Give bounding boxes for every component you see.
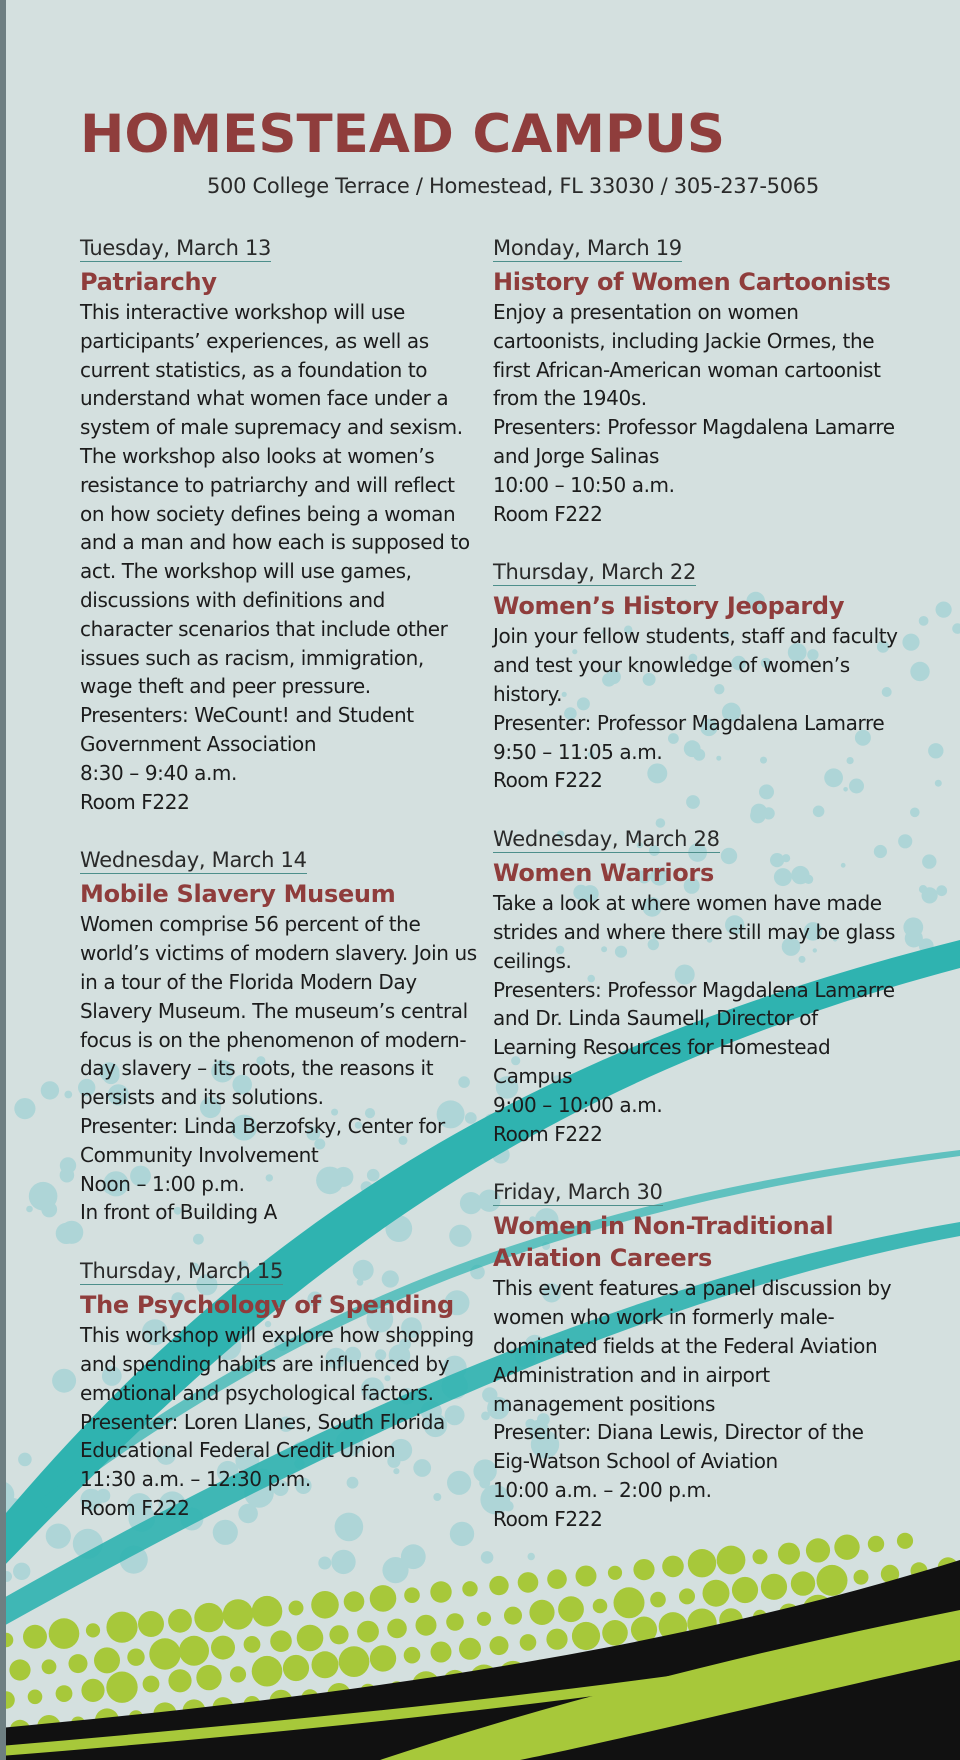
event-presenters: Presenter: Linda Berzofsky, Center for Community Involvement [80, 1113, 445, 1167]
halftone-dot [528, 1553, 535, 1560]
lime-dot [329, 1625, 348, 1644]
lime-dot [42, 1659, 57, 1674]
lime-dot [761, 1574, 787, 1600]
halftone-dot [41, 1081, 59, 1099]
halftone-dot [382, 1557, 408, 1583]
event-description: Take a look at where women have made strides and where there still may be glass ceilings. [493, 891, 895, 973]
lime-dot [518, 1572, 539, 1593]
lime-dot [416, 1615, 437, 1636]
lime-dot [791, 1571, 815, 1595]
event-time: 11:30 a.m. – 12:30 p.m. [80, 1467, 311, 1492]
halftone-dot [903, 917, 923, 937]
event-room: Room F222 [80, 1495, 190, 1520]
lime-dot [28, 1690, 43, 1705]
lime-dot [106, 1672, 137, 1703]
event-description: Join your fellow students, staff and faculty and test your knowledge of women’s history. [493, 624, 898, 706]
halftone-dot [481, 1551, 494, 1564]
lime-dot [546, 1629, 567, 1650]
lime-dot [602, 1620, 628, 1646]
event-women-warriors [493, 827, 898, 1148]
lime-dot [196, 1665, 221, 1690]
lime-dot [633, 1559, 654, 1580]
lime-dot [650, 1592, 666, 1608]
lime-dot [252, 1656, 283, 1687]
lime-dot [404, 1587, 420, 1603]
lime-dot [732, 1577, 758, 1603]
halftone-dot [18, 1453, 32, 1467]
lime-dot [357, 1621, 379, 1643]
lime-dot [504, 1607, 522, 1625]
event-room: In front of Building A [80, 1200, 277, 1225]
lime-dot [289, 1601, 304, 1616]
halftone-dot [936, 602, 952, 618]
halftone-dot [928, 743, 943, 758]
event-room: Room F222 [493, 1506, 603, 1531]
halftone-dot [898, 834, 912, 848]
event-title: Women Warriors [493, 859, 714, 888]
lime-dot [593, 1599, 608, 1614]
lime-dot [679, 1588, 695, 1604]
lime-dot [529, 1600, 554, 1625]
lime-dot [143, 1676, 160, 1693]
halftone-dot [13, 1563, 30, 1580]
halftone-dot [52, 1369, 76, 1393]
lime-dot [56, 1685, 73, 1702]
lime-dot [558, 1596, 584, 1622]
event-presenters: Presenter: Diana Lewis, Director of the Eig-Watson School of Aviation [493, 1420, 864, 1474]
event-presenters: Presenters: WeCount! and Student Government Association [80, 703, 414, 756]
event-title: Women in Non-Traditional Aviation Careers [493, 1212, 834, 1273]
event-room: Room F222 [493, 1121, 603, 1146]
lime-dot [297, 1625, 324, 1652]
event-time: Noon – 1:00 p.m. [80, 1171, 245, 1196]
halftone-dot [935, 780, 942, 787]
halftone-dot [41, 1202, 57, 1218]
event-title: Patriarchy [80, 268, 217, 296]
lime-dot [431, 1642, 452, 1663]
event-date: Thursday, March 15 [80, 1259, 284, 1284]
event-time: 8:30 – 9:40 a.m. [80, 760, 237, 785]
lime-dot [283, 1655, 309, 1681]
lime-dot [339, 1646, 370, 1677]
lime-dot [459, 1638, 481, 1660]
page-title: HOMESTEAD CAMPUS [80, 104, 726, 165]
halftone-dot [910, 662, 929, 681]
event-room: Room F222 [493, 501, 603, 526]
event-patriarchy [80, 236, 480, 816]
lime-dot [23, 1625, 47, 1649]
lime-dot [387, 1619, 407, 1639]
event-title: Women’s History Jeopardy [493, 592, 845, 621]
halftone-dot [213, 1520, 238, 1545]
lime-dot [370, 1645, 396, 1671]
lime-dot [868, 1536, 884, 1552]
lime-dot [81, 1679, 104, 1702]
lime-dot [270, 1630, 292, 1652]
lime-dot [69, 1654, 88, 1673]
lime-dot [897, 1533, 913, 1549]
lime-dot [168, 1669, 191, 1692]
lime-dot [806, 1538, 830, 1562]
lime-dot [404, 1647, 421, 1664]
lime-dot [106, 1612, 137, 1643]
lime-dot [576, 1566, 597, 1587]
event-presenters: Presenters: Professor Magdalena Lamarre and Dr. Linda Saumell, Director of Learning Resources for Homestead Campus [493, 977, 895, 1088]
halftone-dot [910, 808, 920, 818]
lime-dot [778, 1543, 800, 1565]
lime-dot [547, 1569, 567, 1589]
lime-dot [127, 1649, 144, 1666]
lime-dot [223, 1599, 253, 1629]
event-description: Enjoy a presentation on women cartoonists, including Jackie Ormes, the first African-American woman cartoonist from the 1940s. [493, 300, 881, 411]
lime-dot [49, 1618, 80, 1649]
halftone-dot [64, 1091, 72, 1099]
halftone-dot [60, 1168, 75, 1183]
event-presenters: Presenter: Loren Llanes, South Florida Educational Federal Credit Union [80, 1409, 445, 1463]
event-description: This event features a panel discussion by women who work in formerly male-dominated fields at the Federal Aviation Administration and in airport management positions [493, 1276, 892, 1416]
lime-dot [489, 1576, 508, 1595]
event-room: Room F222 [493, 768, 603, 793]
lime-dot [477, 1612, 491, 1626]
halftone-dot [952, 623, 960, 634]
lime-dot [194, 1603, 223, 1632]
lime-dot [703, 1580, 730, 1607]
event-time: 9:50 – 11:05 a.m. [493, 739, 663, 764]
lime-dot [230, 1666, 246, 1682]
lime-dot [312, 1651, 339, 1678]
halftone-dot [479, 1478, 490, 1489]
left-column [80, 236, 480, 1523]
event-history-of-women-cartoonists [493, 236, 898, 528]
lime-dot [520, 1634, 537, 1651]
lime-dot [662, 1556, 684, 1578]
lime-dot [817, 1565, 848, 1596]
halftone-dot [26, 1206, 33, 1213]
lime-dot [490, 1636, 509, 1655]
halftone-dot [331, 1550, 355, 1574]
lime-dot [252, 1596, 283, 1627]
event-presenters: Presenter: Professor Magdalena Lamarre [493, 710, 885, 735]
event-time: 9:00 – 10:00 a.m. [493, 1092, 663, 1117]
halftone-dot [922, 854, 936, 868]
lime-dot [370, 1585, 397, 1612]
halftone-dot [922, 887, 938, 903]
event-title: History of Women Cartoonists [493, 268, 891, 296]
event-womens-history-jeopardy [493, 560, 898, 795]
halftone-dot [14, 1098, 35, 1119]
lime-dot [344, 1591, 365, 1612]
lime-dot [149, 1638, 180, 1669]
lime-dot [614, 1587, 645, 1618]
lime-dot [834, 1535, 859, 1560]
event-description: This workshop will explore how shopping and spending habits are influenced by emotional and psychological factors. [80, 1323, 474, 1405]
event-description: Women comprise 56 percent of the world’s victims of modern slavery. Join us in a tour of the Florida Modern Day Slavery Museum. The museum’s central focus is on the phenomenon of modern-day slavery – its roots, the reasons it persists and its solutions. [80, 912, 477, 1110]
event-mobile-slavery-museum [80, 848, 480, 1227]
event-room: Room F222 [80, 789, 190, 814]
lime-dot [94, 1647, 120, 1673]
halftone-dot [919, 616, 929, 626]
event-aviation-careers [493, 1180, 898, 1533]
event-description: This interactive workshop will use participants’ experiences, as well as current statistics, as a foundation to understand what women face under a system of male supremacy and sexism. The workshop also looks at women’s resistance to patriarchy and will reflect on how society defines being a woman and a man and how each is supposed to act. The workshop will use games, discussions with definitions and character scenarios that include other issues such as racism, immigration, wage theft and peer pressure. [80, 300, 470, 699]
right-column [493, 236, 898, 1534]
event-title: The Psychology of Spending [80, 1291, 454, 1320]
lime-dot [311, 1591, 339, 1619]
event-date: Friday, March 30 [493, 1180, 663, 1205]
halftone-dot [902, 634, 919, 651]
lime-dot [462, 1581, 477, 1596]
halftone-dot [56, 1223, 77, 1244]
lime-dot [572, 1622, 600, 1650]
event-date: Wednesday, March 14 [80, 848, 307, 873]
lime-dot [608, 1566, 622, 1580]
event-title: Mobile Slavery Museum [80, 880, 396, 909]
event-date: Thursday, March 22 [493, 560, 697, 585]
halftone-dot [936, 885, 947, 896]
lime-dot [753, 1549, 768, 1564]
left-edge-strip [0, 0, 6, 1760]
lime-dot [430, 1581, 451, 1602]
lime-dot [688, 1549, 716, 1577]
halftone-dot [46, 1524, 71, 1549]
lime-dot [9, 1659, 30, 1680]
lime-dot [446, 1613, 464, 1631]
event-date: Wednesday, March 28 [493, 827, 720, 852]
lime-dot [244, 1636, 261, 1653]
event-date: Monday, March 19 [493, 236, 682, 260]
lime-dot [211, 1636, 235, 1660]
lime-dot [138, 1611, 164, 1637]
lime-dot [168, 1609, 192, 1633]
lime-dot [717, 1546, 746, 1575]
lime-dot [86, 1623, 100, 1637]
event-date: Tuesday, March 13 [80, 236, 272, 260]
halftone-dot [318, 1557, 331, 1570]
event-time: 10:00 – 10:50 a.m. [493, 472, 675, 497]
halftone-dot [450, 1522, 474, 1546]
event-presenters: Presenters: Professor Magdalena Lamarre and Jorge Salinas [493, 415, 895, 468]
lime-dot [179, 1636, 209, 1666]
event-psychology-of-spending [80, 1259, 480, 1523]
event-time: 10:00 a.m. – 2:00 p.m. [493, 1477, 712, 1502]
lime-dot [854, 1570, 869, 1585]
campus-address: 500 College Terrace / Homestead, FL 33030 / 305-237-5065 [207, 174, 819, 198]
